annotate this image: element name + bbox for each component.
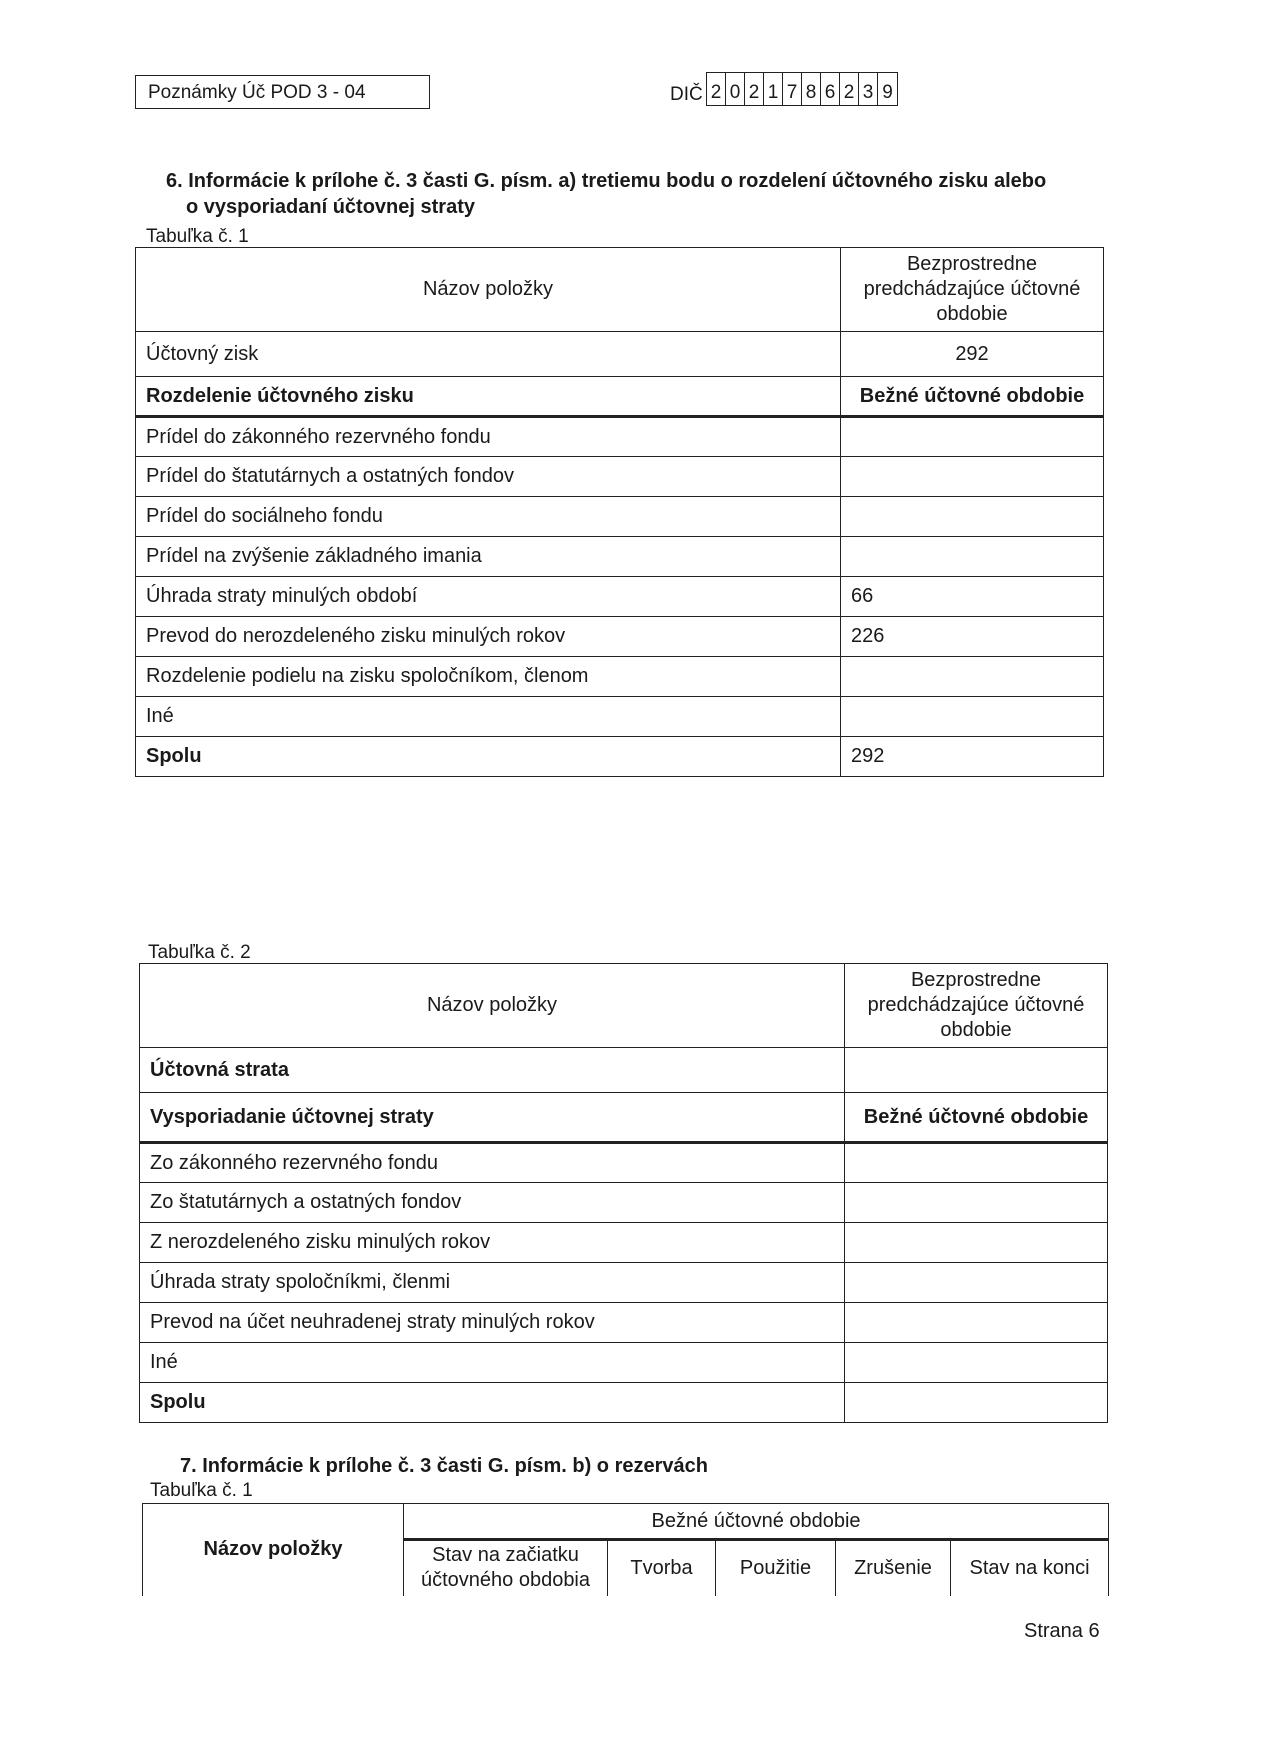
table-row xyxy=(136,657,1104,697)
table2-loss-label: Účtovná strata xyxy=(140,1048,845,1093)
table-row xyxy=(140,1263,1108,1303)
section7-heading: 7. Informácie k prílohe č. 3 časti G. písm. b) o rezervách xyxy=(180,1455,708,1477)
table3-col-cancel: Zrušenie xyxy=(836,1540,951,1596)
row-label: Prídel do štatutárnych a ostatných fondov xyxy=(136,457,841,497)
row-value xyxy=(845,1183,1108,1223)
table2-section-label: Vysporiadanie účtovnej straty xyxy=(140,1093,845,1143)
table1-section-period: Bežné účtovné obdobie xyxy=(841,377,1104,417)
table3-reserves xyxy=(142,1503,1109,1596)
dic-digit: 7 xyxy=(783,73,802,105)
table-row xyxy=(140,1183,1108,1223)
dic-digit: 3 xyxy=(859,73,878,105)
table-row xyxy=(136,577,1104,617)
table-row xyxy=(136,617,1104,657)
table2-total-value xyxy=(845,1383,1108,1423)
row-label: Prídel na zvýšenie základného imania xyxy=(136,537,841,577)
section6-heading-line1: 6. Informácie k prílohe č. 3 časti G. písm. a) tretiemu bodu o rozdelení účtovného zisku alebo xyxy=(166,170,1047,192)
table2-loss-settlement xyxy=(139,963,1108,1423)
dic-digit: 2 xyxy=(745,73,764,105)
row-value xyxy=(841,457,1104,497)
row-value xyxy=(845,1303,1108,1343)
table3-col-creation: Tvorba xyxy=(608,1540,716,1596)
section6-heading-line2: o vysporiadaní účtovnej straty xyxy=(186,196,475,218)
table2-section-period: Bežné účtovné obdobie xyxy=(845,1093,1108,1143)
row-label: Úhrada straty spoločníkmi, členmi xyxy=(140,1263,845,1303)
table1-col-prev-period: Bezprostredne predchádzajúce účtovné obdobie xyxy=(841,248,1104,332)
row-label: Prevod do nerozdeleného zisku minulých rokov xyxy=(136,617,841,657)
table3-col-start: Stav na začiatku účtovného obdobia xyxy=(404,1540,608,1596)
table2-caption: Tabuľka č. 2 xyxy=(148,942,251,963)
table-row xyxy=(136,457,1104,497)
table2-col-name: Názov položky xyxy=(140,964,845,1048)
row-value: 226 xyxy=(841,617,1104,657)
row-value xyxy=(841,657,1104,697)
table3-caption: Tabuľka č. 1 xyxy=(150,1480,253,1501)
table1-total-label: Spolu xyxy=(136,737,841,777)
table1-col-name: Názov položky xyxy=(136,248,841,332)
row-label: Rozdelenie podielu na zisku spoločníkom, členom xyxy=(136,657,841,697)
table-row xyxy=(140,1343,1108,1383)
table3-period-label: Bežné účtovné obdobie xyxy=(404,1504,1109,1540)
table1-profit-label: Účtovný zisk xyxy=(136,332,841,377)
row-value xyxy=(841,417,1104,457)
table1-total-value: 292 xyxy=(841,737,1104,777)
table1-profit-distribution xyxy=(135,247,1104,777)
table2-col-prev-period: Bezprostredne predchádzajúce účtovné obdobie xyxy=(845,964,1108,1048)
table-row xyxy=(140,1303,1108,1343)
row-value: 66 xyxy=(841,577,1104,617)
table2-loss-value xyxy=(845,1048,1108,1093)
dic-digit: 6 xyxy=(821,73,840,105)
row-value xyxy=(841,697,1104,737)
dic-digit: 8 xyxy=(802,73,821,105)
row-label: Iné xyxy=(140,1343,845,1383)
table3-col-usage: Použitie xyxy=(716,1540,836,1596)
row-label: Zo zákonného rezervného fondu xyxy=(140,1143,845,1183)
row-value xyxy=(845,1263,1108,1303)
page-number: Strana 6 xyxy=(1024,1620,1100,1642)
row-label: Iné xyxy=(136,697,841,737)
dic-digit: 2 xyxy=(707,73,726,105)
dic-label: DIČ xyxy=(670,84,703,105)
table-row xyxy=(136,497,1104,537)
row-label: Zo štatutárnych a ostatných fondov xyxy=(140,1183,845,1223)
table-row xyxy=(140,1223,1108,1263)
row-value xyxy=(841,497,1104,537)
table1-profit-value: 292 xyxy=(841,332,1104,377)
row-value xyxy=(845,1143,1108,1183)
dic-digit: 9 xyxy=(882,82,893,103)
row-value xyxy=(845,1223,1108,1263)
table1-caption: Tabuľka č. 1 xyxy=(146,226,249,247)
table-row xyxy=(140,1143,1108,1183)
table1-section-label: Rozdelenie účtovného zisku xyxy=(136,377,841,417)
row-label: Prídel do zákonného rezervného fondu xyxy=(136,417,841,457)
table-row xyxy=(136,417,1104,457)
table2-total-label: Spolu xyxy=(140,1383,845,1423)
row-label: Prevod na účet neuhradenej straty minulých rokov xyxy=(140,1303,845,1343)
table3-col-name: Názov položky xyxy=(143,1504,404,1596)
dic-digit: 1 xyxy=(764,73,783,105)
table3-col-end: Stav na konci xyxy=(951,1540,1109,1596)
dic-digit-boxes xyxy=(706,72,898,106)
row-label: Z nerozdeleného zisku minulých rokov xyxy=(140,1223,845,1263)
dic-digit: 0 xyxy=(726,73,745,105)
dic-digit: 2 xyxy=(840,73,859,105)
row-value xyxy=(841,537,1104,577)
table-row xyxy=(136,697,1104,737)
row-label: Úhrada straty minulých období xyxy=(136,577,841,617)
row-label: Prídel do sociálneho fondu xyxy=(136,497,841,537)
table-row xyxy=(136,537,1104,577)
row-value xyxy=(845,1343,1108,1383)
form-code-box: Poznámky Úč POD 3 - 04 xyxy=(135,75,430,109)
